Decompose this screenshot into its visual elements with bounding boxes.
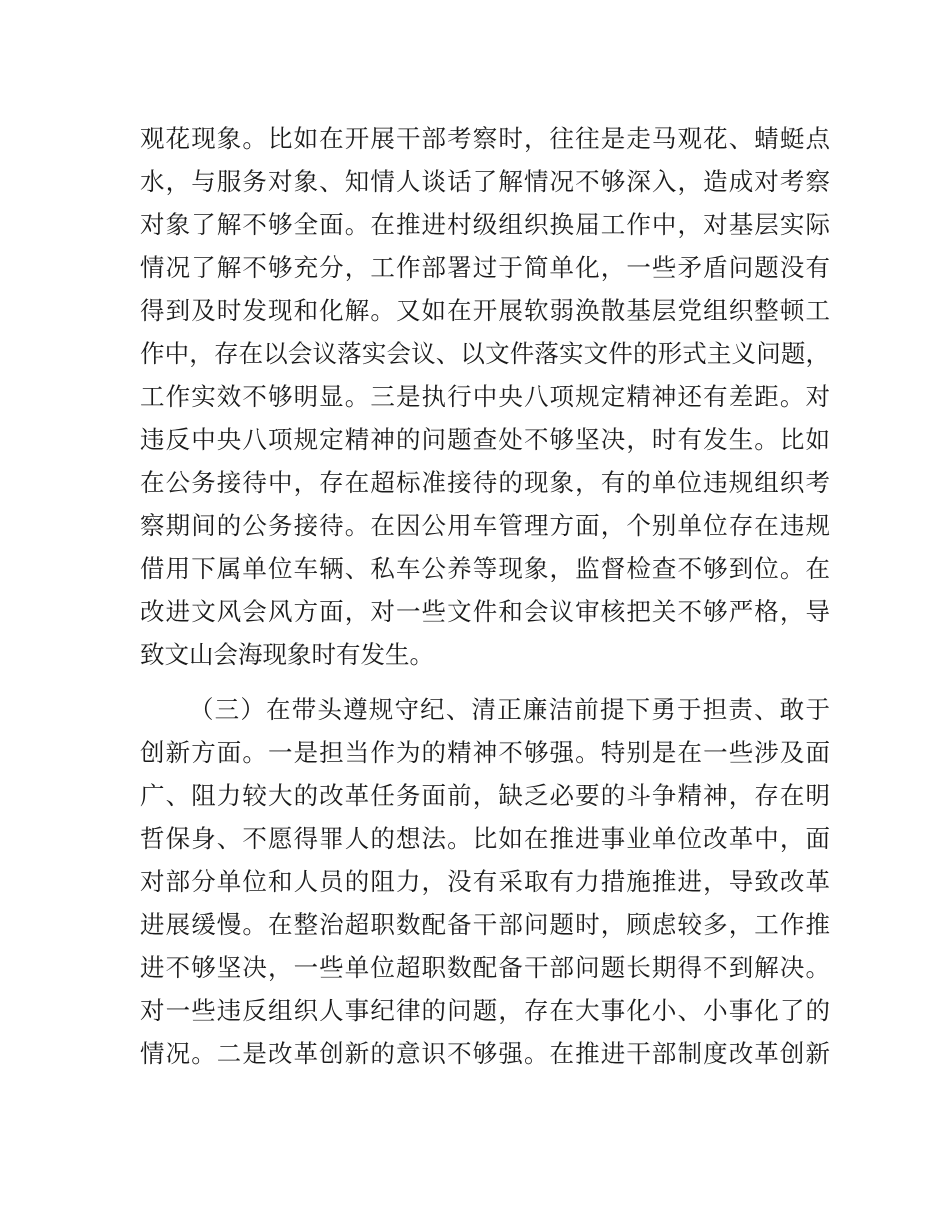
text-line: 进不够坚决，一些单位超职数配备干部问题长期得不到解决。	[140, 953, 830, 982]
text-line: 工作实效不够明显。三是执行中央八项规定精神还有差距。对	[140, 382, 830, 411]
text-line: 对部分单位和人员的阻力，没有采取有力措施推进，导致改革	[140, 867, 830, 896]
text-line: 察期间的公务接待。在因公用车管理方面，个别单位存在违规	[140, 511, 830, 540]
text-line: 得到及时发现和化解。又如在开展软弱涣散基层党组织整顿工	[140, 296, 830, 325]
text-line: 违反中央八项规定精神的问题查处不够坚决，时有发生。比如	[140, 425, 830, 454]
text-line: 进展缓慢。在整治超职数配备干部问题时，顾虑较多，工作推	[140, 910, 830, 939]
text-line: 改进文风会风方面，对一些文件和会议审核把关不够严格，导	[140, 597, 830, 626]
text-line: 对象了解不够全面。在推进村级组织换届工作中，对基层实际	[140, 210, 830, 239]
text-line: （三）在带头遵规守纪、清正廉洁前提下勇于担责、敢于	[189, 695, 830, 724]
text-line: 创新方面。一是担当作为的精神不够强。特别是在一些涉及面	[140, 738, 830, 767]
text-line: 哲保身、不愿得罪人的想法。比如在推进事业单位改革中，面	[140, 824, 830, 853]
text-line: 对一些违反组织人事纪律的问题，存在大事化小、小事化了的	[140, 996, 830, 1025]
text-line: 借用下属单位车辆、私车公养等现象，监督检查不够到位。在	[140, 554, 830, 583]
paragraph-spacer	[140, 676, 830, 688]
text-line: 情况了解不够充分，工作部署过于简单化，一些矛盾问题没有	[140, 253, 830, 282]
paragraph-2	[140, 688, 830, 1075]
document-body	[140, 117, 830, 1075]
text-line: 情况。二是改革创新的意识不够强。在推进干部制度改革创新	[140, 1039, 830, 1068]
text-line: 致文山会海现象时有发生。	[140, 640, 434, 669]
text-line: 在公务接待中，存在超标准接待的现象，有的单位违规组织考	[140, 468, 830, 497]
paragraph-1	[140, 117, 830, 676]
text-line: 水，与服务对象、知情人谈话了解情况不够深入，造成对考察	[140, 167, 830, 196]
text-line: 观花现象。比如在开展干部考察时，往往是走马观花、蜻蜓点	[140, 124, 830, 153]
text-line: 广、阻力较大的改革任务面前，缺乏必要的斗争精神，存在明	[140, 781, 830, 810]
text-line: 作中，存在以会议落实会议、以文件落实文件的形式主义问题，	[140, 339, 830, 368]
